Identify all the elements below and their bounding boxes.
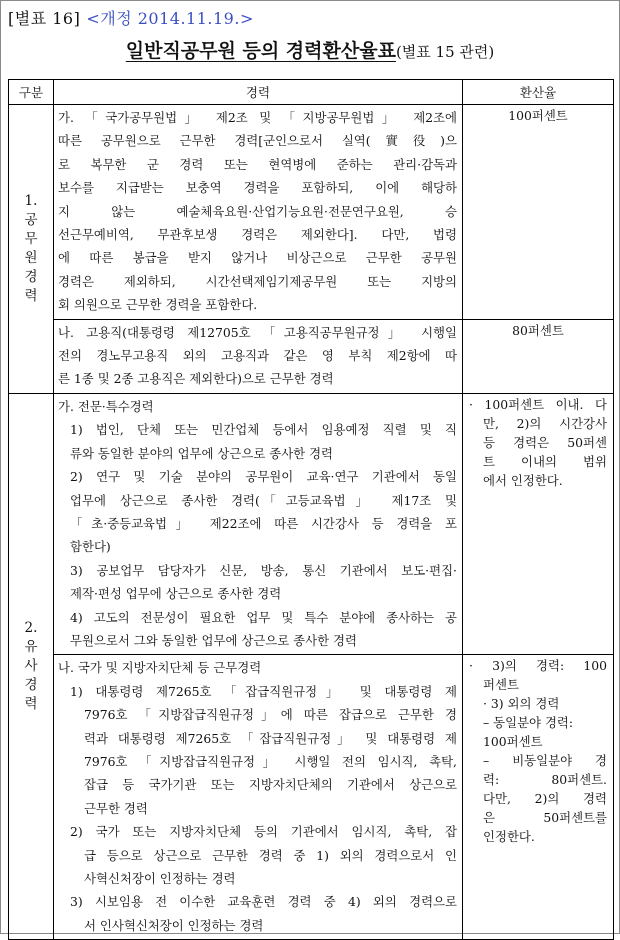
col-header-category: 구분 — [9, 80, 54, 105]
text-line: · 100퍼센트 이내. 다 — [469, 396, 607, 412]
text-line: 회 의원으로 근무한 경력을 포함한다. — [58, 297, 258, 313]
career-cell — [54, 319, 463, 393]
rate-cell — [463, 655, 614, 940]
text-line: – 동일분야 경력: — [483, 715, 574, 731]
table-row — [9, 105, 614, 320]
document-title — [0, 36, 620, 63]
text-line: 력과 대통령령 제7265호 「잡급직원규정」 및 대통령령 제 — [84, 730, 457, 746]
text-line: · 3)의 경력: 100 — [469, 658, 607, 674]
rate-cell — [463, 319, 614, 393]
text-line: 로 복무한 군 경력 또는 현역병에 준하는 관리·감독과 — [58, 156, 457, 172]
text-line: 1) 대통령령 제7265호 「잡급직원규정」 및 대통령령 제 — [70, 683, 457, 699]
table-row — [9, 393, 614, 654]
text-line: 나. 국가 및 지방자치단체 등 근무경력 — [58, 660, 262, 676]
text-line: 에서 인정한다. — [483, 472, 563, 488]
text-line: 등 경력은 50퍼센 — [483, 434, 607, 450]
text-line: 퍼센트 — [483, 677, 519, 693]
title-sub: (별표 15 관련) — [395, 43, 495, 61]
text-line: 른 1종 및 2종 고용직은 제외한다)으로 근무한 경력 — [58, 371, 334, 387]
text-line: 근무한 경력 — [84, 800, 148, 816]
text-line: 지 않는 예술체육요원·산업기능요원·전문연구요원, 승 — [58, 203, 457, 219]
text-line: 력: 80퍼센트. — [483, 772, 607, 788]
text-line: 1) 법인, 단체 또는 민간업체 등에서 임용예정 직렬 및 직 — [70, 422, 457, 438]
text-line: 급 등으로 상근으로 근무한 경력 중 1) 외의 경력으로서 인 — [84, 847, 457, 863]
text-line: 선근무예비역, 무관후보생 경력은 제외한다]. 다만, 법령 — [58, 227, 457, 243]
col-header-career: 경력 — [54, 80, 463, 105]
text-line: · 3) 외의 경력 — [483, 696, 560, 712]
career-cell — [54, 105, 463, 320]
rate-text: 100퍼센트 — [508, 108, 568, 123]
text-line: 가. 전문·특수경력 — [58, 398, 154, 414]
text-line: 전의 경노무고용직 외의 고용직과 같은 영 부칙 제2항에 따 — [58, 348, 457, 364]
text-line: 무원으로서 그와 동일한 업무에 상근으로 종사한 경력 — [70, 632, 357, 648]
text-line: 업무에 상근으로 종사한 경력(「고등교육법」 제17조 및 — [70, 492, 457, 508]
text-line: 2) 연구 및 기술 분야의 공무원이 교육·연구 기관에서 동일 — [70, 469, 457, 485]
text-line: 류와 동일한 분야의 업무에 상근으로 종사한 경력 — [70, 445, 334, 461]
text-line: 보수를 지급받는 보충역 경력을 포함하되, 이에 해당하 — [58, 180, 457, 196]
career-cell — [54, 655, 463, 940]
rate-cell — [463, 393, 614, 654]
group-label-similar-career: 2. 유 사 경 력 — [9, 393, 54, 939]
text-line: 만, 2)의 시간강사 — [483, 415, 607, 431]
text-line: 트 이내의 범위 — [483, 453, 607, 469]
text-line: 7976호 「지방잡급직원규정」 시행일 전의 임시직, 촉탁, — [84, 753, 457, 769]
header-row — [9, 80, 614, 105]
conversion-table — [8, 79, 614, 940]
annex-label: [별표 16] — [8, 9, 81, 28]
text-line: 함한다) — [70, 539, 111, 555]
text-line: 100퍼센트 — [483, 734, 543, 750]
table-row — [9, 319, 614, 393]
text-line: 4) 고도의 전문성이 필요한 업무 및 특수 분야에 종사하는 공 — [70, 609, 457, 625]
text-line: 「초·중등교육법」 제22조에 따른 시간강사 등 경력을 포 — [70, 515, 457, 531]
text-line: 은 50퍼센트를 — [483, 810, 607, 826]
text-line: 인정한다. — [483, 829, 535, 845]
text-line: 사혁신처장이 인정하는 경력 — [84, 871, 236, 886]
rate-cell — [463, 105, 614, 320]
text-line: 다만, 2)의 경력 — [483, 791, 607, 807]
text-line: 나. 고용직(대통령령 제12705호 「고용직공무원규정」 시행일 — [58, 324, 457, 340]
text-line: 7976호 「지방잡급직원규정」에 따른 잡급으로 근무한 경 — [84, 707, 457, 723]
table-row — [9, 655, 614, 940]
amendment-date: <개정 2014.11.19.> — [86, 9, 254, 28]
col-header-rate: 환산율 — [463, 80, 614, 105]
text-line: 3) 공보업무 담당자가 신문, 방송, 통신 기관에서 보도·편집· — [70, 562, 457, 578]
text-line: 잡급 등 국가기관 또는 지방자치단체의 기관에서 상근으로 — [84, 777, 457, 793]
group-label-public-service: 1. 공 무 원 경 력 — [9, 105, 54, 394]
text-line: 서 인사혁신처장이 인정하는 경력 — [84, 917, 264, 933]
annex-header — [8, 6, 254, 29]
text-line: 3) 시보임용 전 이수한 교육훈련 경력 중 4) 외의 경력으로 — [70, 894, 457, 910]
text-line: 2) 국가 또는 지방자치단체 등의 기관에서 임시직, 촉탁, 잡 — [70, 824, 457, 840]
text-line: 제작·편성 업무에 상근으로 종사한 경력 — [70, 586, 282, 602]
text-line: 따른 공무원으로 근무한 경력[군인으로서 실역(實役)으 — [58, 133, 457, 149]
text-line: 가. 「국가공무원법」 제2조 및 「지방공무원법」 제2조에 — [58, 110, 457, 125]
text-line: 에 따른 봉급을 받지 않거나 비상근으로 근무한 공무원 — [58, 250, 457, 266]
text-line: – 비동일분야 경 — [483, 753, 607, 769]
text-line: 경력은 제외하되, 시간선택제임기제공무원 또는 지방의 — [58, 273, 457, 289]
title-main: 일반직공무원 등의 경력환산율표 — [125, 40, 396, 62]
rate-text: 80퍼센트 — [512, 322, 564, 338]
career-cell — [54, 393, 463, 654]
